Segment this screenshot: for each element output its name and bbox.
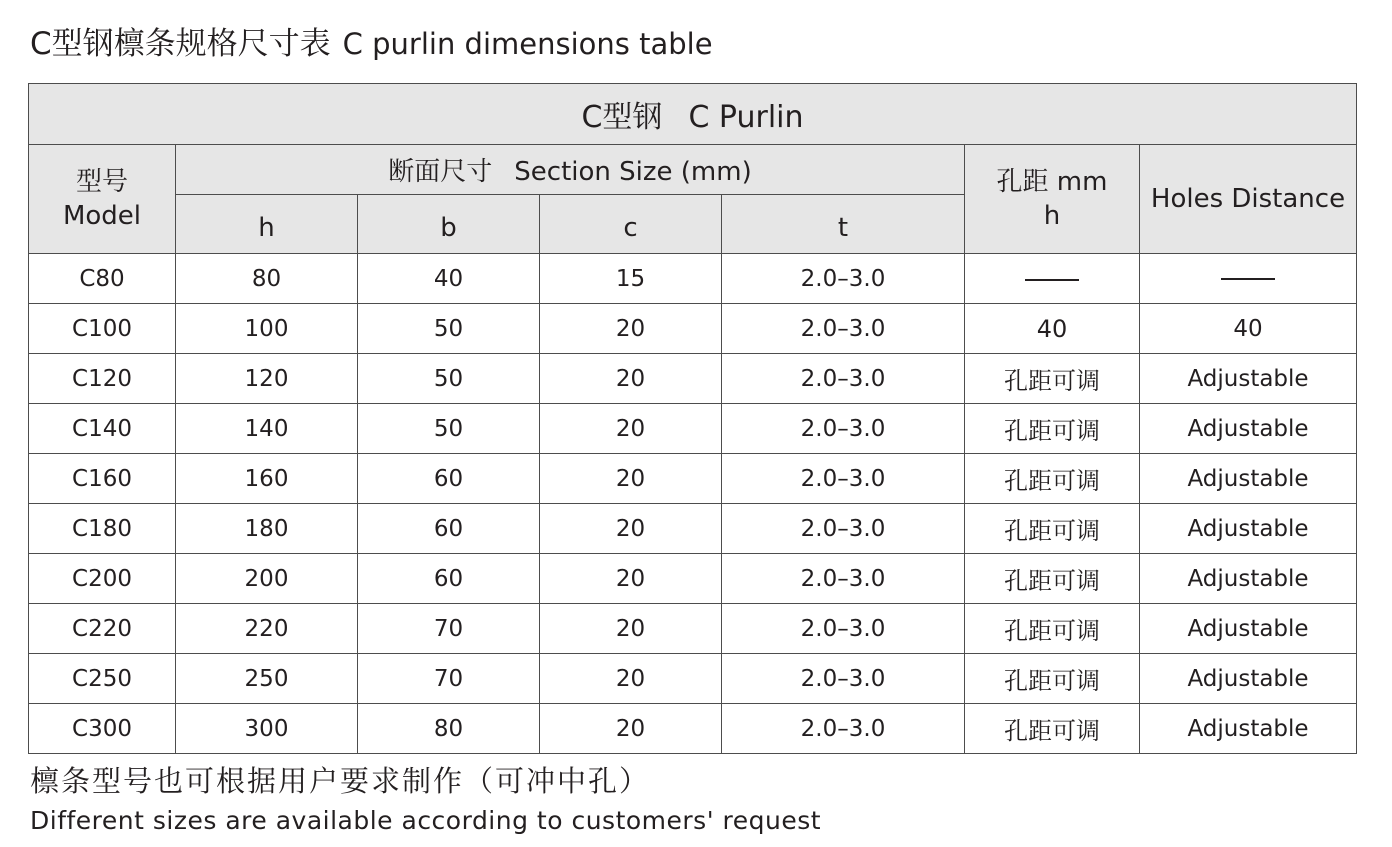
cell-c bbox=[540, 554, 722, 604]
table-row bbox=[29, 254, 1357, 304]
cell-model bbox=[29, 354, 176, 404]
cell-holes-en bbox=[1140, 654, 1357, 704]
cell-c-text: 20 bbox=[615, 465, 646, 492]
table-row bbox=[29, 404, 1357, 454]
cell-holes-cn-text: 孔距可调 bbox=[1004, 367, 1100, 395]
cell-holes-cn-text: 孔距可调 bbox=[1004, 617, 1100, 645]
col-header-c: c bbox=[540, 195, 722, 254]
cell-b-text: 60 bbox=[433, 515, 464, 542]
cell-h bbox=[176, 454, 358, 504]
cell-t bbox=[722, 654, 965, 704]
holes-header-sub: h bbox=[1043, 201, 1061, 231]
cell-h-text: 160 bbox=[244, 465, 289, 492]
page-title bbox=[30, 20, 713, 68]
cell-t-text: 2.0–3.0 bbox=[800, 415, 886, 442]
cell-h bbox=[176, 704, 358, 754]
cell-model-text: C120 bbox=[72, 365, 132, 392]
holes-header-cn: 孔距 mm bbox=[996, 167, 1108, 197]
cell-t-text: 2.0–3.0 bbox=[800, 515, 886, 542]
cell-c bbox=[540, 304, 722, 354]
cell-h bbox=[176, 654, 358, 704]
cell-model bbox=[29, 504, 176, 554]
cell-holes-en bbox=[1140, 504, 1357, 554]
table-row bbox=[29, 604, 1357, 654]
cell-holes-cn bbox=[965, 404, 1140, 454]
cell-holes-cn bbox=[965, 504, 1140, 554]
cell-c bbox=[540, 354, 722, 404]
cell-holes-cn-text: 孔距可调 bbox=[1004, 517, 1100, 545]
cell-b bbox=[358, 704, 540, 754]
cell-t bbox=[722, 304, 965, 354]
cell-t-text: 2.0–3.0 bbox=[800, 615, 886, 642]
table-caption-row bbox=[29, 84, 1357, 145]
cell-h bbox=[176, 554, 358, 604]
table-row bbox=[29, 304, 1357, 354]
cell-holes-cn bbox=[965, 604, 1140, 654]
cell-model bbox=[29, 454, 176, 504]
cell-h-text: 140 bbox=[244, 415, 289, 442]
cell-t-text: 2.0–3.0 bbox=[800, 465, 886, 492]
dash-mark bbox=[1221, 278, 1275, 280]
cell-b-text: 50 bbox=[433, 315, 464, 342]
cell-t-text: 2.0–3.0 bbox=[800, 565, 886, 592]
cell-h bbox=[176, 604, 358, 654]
cell-h-text: 220 bbox=[244, 615, 289, 642]
cell-c bbox=[540, 604, 722, 654]
cell-t bbox=[722, 554, 965, 604]
table-row bbox=[29, 454, 1357, 504]
cell-h-text: 300 bbox=[244, 715, 289, 742]
cell-model bbox=[29, 604, 176, 654]
cell-holes-cn-text: 孔距可调 bbox=[1004, 417, 1100, 445]
cell-holes-cn bbox=[965, 554, 1140, 604]
cell-b-text: 70 bbox=[433, 615, 464, 642]
model-header bbox=[29, 145, 176, 254]
section-size-header bbox=[176, 145, 965, 195]
cell-model-text: C200 bbox=[72, 565, 132, 592]
cell-holes-cn bbox=[965, 254, 1140, 304]
cell-c-text: 20 bbox=[615, 415, 646, 442]
cell-b bbox=[358, 554, 540, 604]
cell-holes-en bbox=[1140, 554, 1357, 604]
cell-holes-en-text: Adjustable bbox=[1187, 665, 1309, 692]
cell-c-text: 20 bbox=[615, 515, 646, 542]
cell-holes-en-text: 40 bbox=[1233, 315, 1263, 342]
cell-t bbox=[722, 604, 965, 654]
cell-c-text: 20 bbox=[615, 315, 646, 342]
cell-h bbox=[176, 504, 358, 554]
cell-b bbox=[358, 454, 540, 504]
cell-t-text: 2.0–3.0 bbox=[800, 265, 886, 292]
cell-holes-en-text: Adjustable bbox=[1187, 615, 1309, 642]
cell-b bbox=[358, 504, 540, 554]
cell-holes-en bbox=[1140, 604, 1357, 654]
cell-t bbox=[722, 504, 965, 554]
table-caption bbox=[29, 84, 1357, 145]
cell-h-text: 180 bbox=[244, 515, 289, 542]
cell-b bbox=[358, 304, 540, 354]
cell-model-text: C140 bbox=[72, 415, 132, 442]
cell-holes-cn bbox=[965, 304, 1140, 354]
cell-holes-cn bbox=[965, 454, 1140, 504]
cell-holes-cn-text: 孔距可调 bbox=[1004, 667, 1100, 695]
cell-c bbox=[540, 454, 722, 504]
cell-h-text: 200 bbox=[244, 565, 289, 592]
model-header-en: Model bbox=[62, 201, 142, 231]
cell-holes-cn-text: 孔距可调 bbox=[1004, 467, 1100, 495]
cell-t bbox=[722, 454, 965, 504]
cell-holes-cn bbox=[965, 354, 1140, 404]
cell-model-text: C250 bbox=[72, 665, 132, 692]
cell-t bbox=[722, 354, 965, 404]
cell-holes-en bbox=[1140, 254, 1357, 304]
cell-h bbox=[176, 254, 358, 304]
cell-holes-cn-text: 孔距可调 bbox=[1004, 717, 1100, 745]
cell-c bbox=[540, 704, 722, 754]
title-en: C purlin dimensions table bbox=[342, 27, 713, 61]
cell-t bbox=[722, 704, 965, 754]
cell-b bbox=[358, 404, 540, 454]
model-header-cn: 型号 bbox=[75, 167, 128, 197]
cell-holes-en-text: Adjustable bbox=[1187, 565, 1309, 592]
cell-c-text: 15 bbox=[615, 265, 646, 292]
cell-h bbox=[176, 404, 358, 454]
caption-en: C Purlin bbox=[688, 100, 804, 135]
cell-t-text: 2.0–3.0 bbox=[800, 365, 886, 392]
cell-c-text: 20 bbox=[615, 665, 646, 692]
cell-model bbox=[29, 704, 176, 754]
cell-model bbox=[29, 554, 176, 604]
cell-b bbox=[358, 254, 540, 304]
cell-c-text: 20 bbox=[615, 615, 646, 642]
cell-b-text: 70 bbox=[433, 665, 464, 692]
cell-holes-en-text: Adjustable bbox=[1187, 465, 1309, 492]
cell-t-text: 2.0–3.0 bbox=[800, 715, 886, 742]
table-row bbox=[29, 654, 1357, 704]
purlin-spec-table bbox=[28, 83, 1357, 754]
cell-c bbox=[540, 404, 722, 454]
cell-model-text: C100 bbox=[72, 315, 132, 342]
cell-holes-cn bbox=[965, 704, 1140, 754]
cell-holes-en-text: Adjustable bbox=[1187, 515, 1309, 542]
cell-b-text: 50 bbox=[433, 415, 464, 442]
holes-distance-header: Holes Distance bbox=[1140, 145, 1357, 254]
cell-model-text: C80 bbox=[79, 265, 125, 292]
cell-holes-en bbox=[1140, 404, 1357, 454]
cell-b-text: 80 bbox=[433, 715, 464, 742]
table-row bbox=[29, 704, 1357, 754]
cell-holes-en bbox=[1140, 304, 1357, 354]
cell-holes-en bbox=[1140, 354, 1357, 404]
cell-c bbox=[540, 654, 722, 704]
cell-model-text: C180 bbox=[72, 515, 132, 542]
cell-holes-en-text: Adjustable bbox=[1187, 715, 1309, 742]
section-header-cn: 断面尺寸 bbox=[388, 157, 493, 187]
cell-model bbox=[29, 304, 176, 354]
cell-model-text: C220 bbox=[72, 615, 132, 642]
cell-model bbox=[29, 254, 176, 304]
cell-h-text: 120 bbox=[244, 365, 289, 392]
cell-t-text: 2.0–3.0 bbox=[800, 665, 886, 692]
holes-mm-header bbox=[965, 145, 1140, 254]
cell-holes-en bbox=[1140, 704, 1357, 754]
section-header-en: Section Size (mm) bbox=[514, 157, 752, 187]
cell-model-text: C160 bbox=[72, 465, 132, 492]
cell-h-text: 80 bbox=[251, 265, 282, 292]
cell-h-text: 250 bbox=[244, 665, 289, 692]
cell-t bbox=[722, 254, 965, 304]
cell-holes-cn-text: 40 bbox=[1036, 314, 1068, 343]
cell-holes-en bbox=[1140, 454, 1357, 504]
table-row bbox=[29, 554, 1357, 604]
table-body bbox=[29, 254, 1357, 754]
cell-holes-en-text: Adjustable bbox=[1187, 365, 1309, 392]
cell-h bbox=[176, 304, 358, 354]
dash-mark bbox=[1025, 279, 1079, 281]
col-header-t: t bbox=[722, 195, 965, 254]
cell-c bbox=[540, 254, 722, 304]
cell-c-text: 20 bbox=[615, 715, 646, 742]
table-row bbox=[29, 354, 1357, 404]
cell-h-text: 100 bbox=[244, 315, 289, 342]
cell-holes-cn-text: 孔距可调 bbox=[1004, 567, 1100, 595]
cell-b bbox=[358, 654, 540, 704]
cell-b-text: 60 bbox=[433, 465, 464, 492]
title-cn: C型钢檩条规格尺寸表 bbox=[30, 26, 331, 62]
cell-model bbox=[29, 404, 176, 454]
cell-holes-cn bbox=[965, 654, 1140, 704]
cell-c-text: 20 bbox=[615, 365, 646, 392]
cell-h bbox=[176, 354, 358, 404]
cell-c bbox=[540, 504, 722, 554]
cell-c-text: 20 bbox=[615, 565, 646, 592]
cell-t bbox=[722, 404, 965, 454]
col-header-b: b bbox=[358, 195, 540, 254]
note-cn: 檩条型号也可根据用户要求制作（可冲中孔） bbox=[30, 764, 651, 798]
col-header-h: h bbox=[176, 195, 358, 254]
header-row bbox=[29, 145, 1357, 195]
cell-b-text: 50 bbox=[433, 365, 464, 392]
cell-b bbox=[358, 604, 540, 654]
cell-b-text: 60 bbox=[433, 565, 464, 592]
cell-holes-en-text: Adjustable bbox=[1187, 415, 1309, 442]
cell-b-text: 40 bbox=[433, 265, 464, 292]
cell-model bbox=[29, 654, 176, 704]
caption-cn: C型钢 bbox=[581, 100, 663, 135]
cell-b bbox=[358, 354, 540, 404]
cell-t-text: 2.0–3.0 bbox=[800, 315, 886, 342]
cell-model-text: C300 bbox=[72, 715, 132, 742]
table-row bbox=[29, 504, 1357, 554]
note-en: Different sizes are available according to customers' request bbox=[30, 806, 822, 835]
